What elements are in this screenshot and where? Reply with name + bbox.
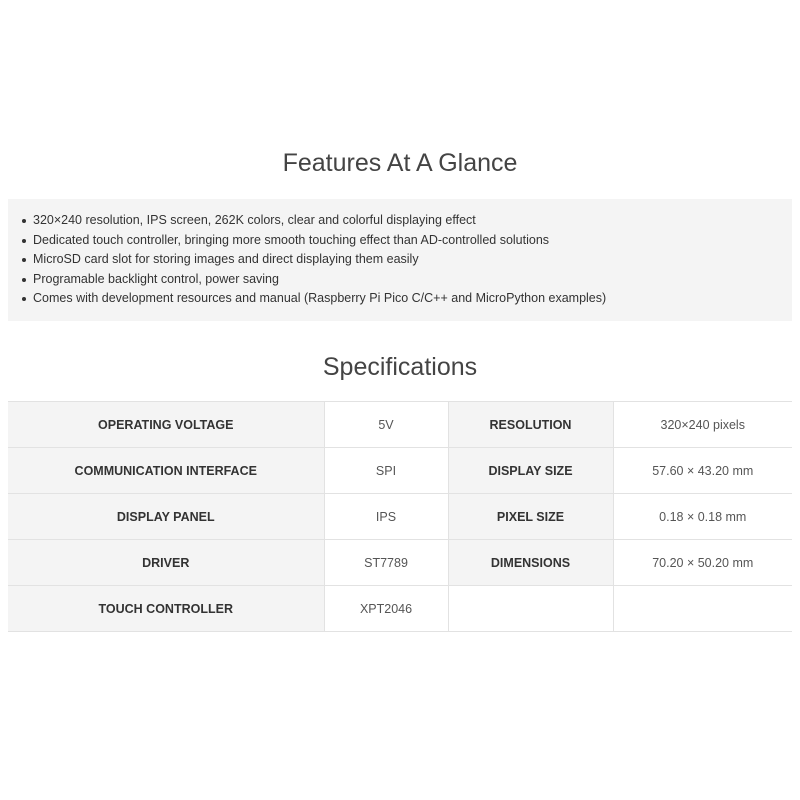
spec-value: IPS (324, 494, 448, 540)
bullet-icon (22, 219, 26, 223)
table-row (8, 402, 792, 448)
table-row (8, 448, 792, 494)
bullet-icon (22, 278, 26, 282)
bullet-icon (22, 297, 26, 301)
table-row (8, 494, 792, 540)
spec-value: XPT2046 (324, 586, 448, 632)
feature-text: MicroSD card slot for storing images and direct displaying them easily (33, 252, 419, 266)
feature-text: Programable backlight control, power saving (33, 271, 279, 286)
feature-text: Comes with development resources and manual (Raspberry Pi Pico C/C++ and MicroPython examples) (33, 291, 607, 305)
specifications-title: Specifications (322, 353, 478, 381)
specifications-table (8, 401, 792, 632)
feature-item (22, 231, 792, 251)
spec-label: RESOLUTION (448, 402, 613, 448)
spec-label: COMMUNICATION INTERFACE (8, 448, 324, 494)
features-list (22, 211, 792, 309)
table-row (8, 540, 792, 586)
feature-item (22, 270, 792, 290)
feature-text: Dedicated touch controller, bringing more smooth touching effect than AD-controlled solutions (33, 232, 550, 247)
table-row (8, 586, 792, 632)
spec-value: 320×240 pixels (613, 402, 792, 448)
bullet-icon (22, 258, 26, 262)
spec-label: OPERATING VOLTAGE (8, 402, 324, 448)
spec-label: DIMENSIONS (448, 540, 613, 586)
spec-label: TOUCH CONTROLLER (8, 586, 324, 632)
feature-text: 320×240 resolution, IPS screen, 262K colors, clear and colorful displaying effect (33, 213, 476, 227)
spec-value: 70.20 × 50.20 mm (613, 540, 792, 586)
spec-label: DISPLAY SIZE (448, 448, 613, 494)
features-title: Features At A Glance (282, 149, 518, 177)
spec-label: DRIVER (8, 540, 324, 586)
spec-value: ST7789 (324, 540, 448, 586)
feature-item (22, 289, 792, 309)
feature-item (22, 211, 792, 231)
spec-value: 0.18 × 0.18 mm (613, 494, 792, 540)
spec-value-empty (613, 586, 792, 632)
spec-label-empty (448, 586, 613, 632)
spec-value: SPI (324, 448, 448, 494)
features-box (8, 199, 792, 321)
spec-label: DISPLAY PANEL (8, 494, 324, 540)
bullet-icon (22, 239, 26, 243)
feature-item (22, 250, 792, 270)
spec-value: 57.60 × 43.20 mm (613, 448, 792, 494)
spec-label: PIXEL SIZE (448, 494, 613, 540)
spec-value: 5V (324, 402, 448, 448)
